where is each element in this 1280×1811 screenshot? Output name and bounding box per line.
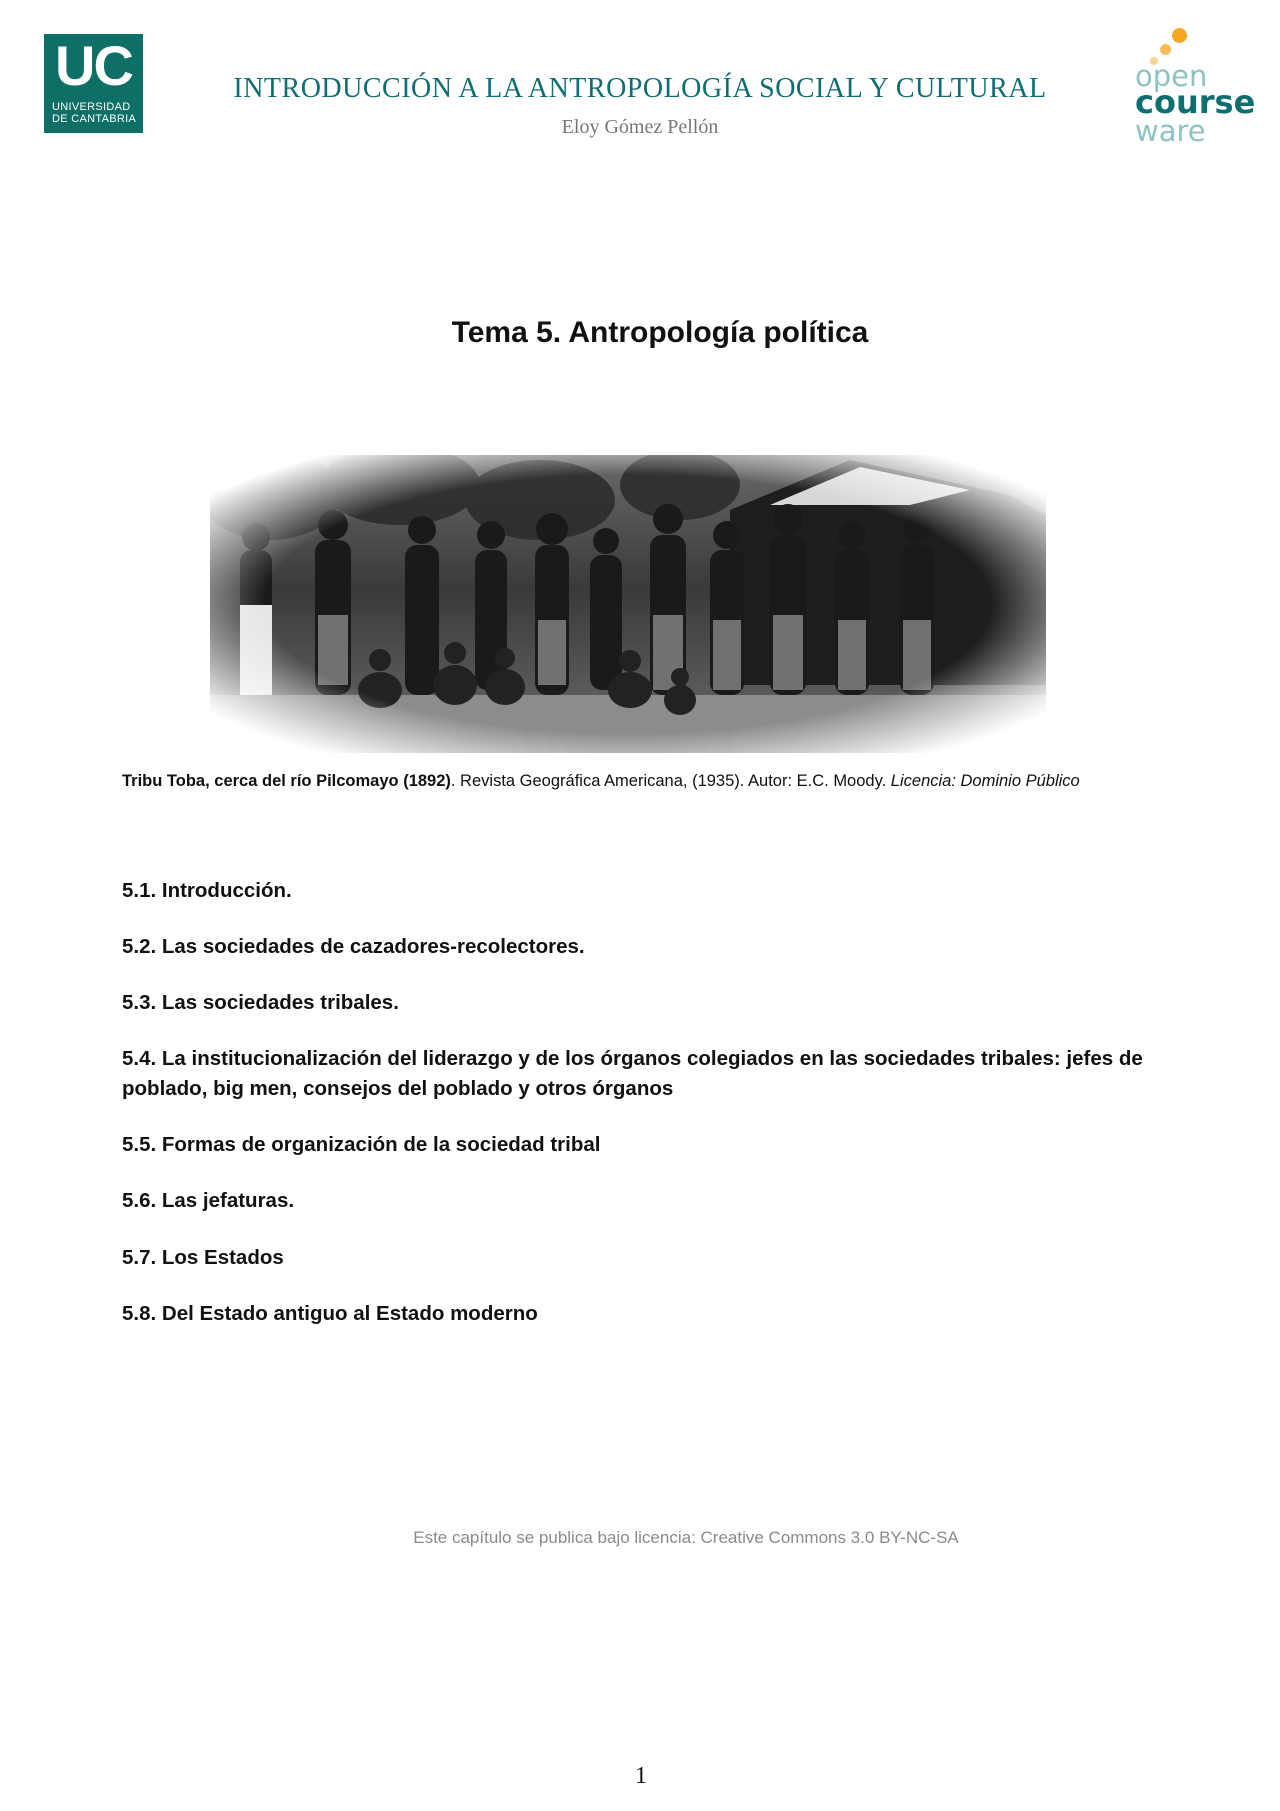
toc-item: 5.8. Del Estado antiguo al Estado moderno <box>122 1302 538 1325</box>
logo-dot-large <box>1172 28 1187 43</box>
logo-line-2: DE CANTABRIA <box>52 113 137 125</box>
toc-item: 5.2. Las sociedades de cazadores-recolectores. <box>122 935 585 958</box>
toc-item: 5.4. La institucionalización del liderazgo y de los órganos colegiados en las sociedades tribales: jefes de poblado, big men, consejos del poblado y otros órganos <box>122 1047 1143 1100</box>
caption-source: . Revista Geográfica Americana, (1935). Autor: E.C. Moody. <box>450 772 891 790</box>
chapter-title: Tema 5. Antropología política <box>451 316 869 349</box>
toc-item: 5.1. Introducción. <box>122 879 292 902</box>
logo-dot-medium <box>1160 44 1171 55</box>
license-note: Este capítulo se publica bajo licencia: Creative Commons 3.0 BY-NC-SA <box>413 1528 959 1547</box>
logo-word-course: course <box>1135 83 1256 121</box>
university-logo <box>44 34 143 133</box>
photo-caption <box>122 772 1202 791</box>
toc-item: 5.3. Las sociedades tribales. <box>122 991 399 1014</box>
course-author: Eloy Gómez Pellón <box>561 116 719 138</box>
logo-line-1: UNIVERSIDAD <box>52 101 131 113</box>
logo-letters: UC <box>55 34 132 97</box>
page-number: 1 <box>635 1763 647 1789</box>
toc-item: 5.6. Las jefaturas. <box>122 1189 295 1212</box>
logo-word-ware: ware <box>1135 114 1206 148</box>
caption-license: Licencia: Dominio Público <box>890 772 1080 790</box>
caption-title: Tribu Toba, cerca del río Pilcomayo (1892) <box>122 772 451 790</box>
logo-word-open: open <box>1135 59 1208 93</box>
toc-item: 5.5. Formas de organización de la sociedad tribal <box>122 1133 601 1156</box>
toc-item: 5.7. Los Estados <box>122 1246 284 1269</box>
opencourseware-logo <box>1120 22 1260 152</box>
tribe-photo <box>210 455 1046 753</box>
course-title: INTRODUCCIÓN A LA ANTROPOLOGÍA SOCIAL Y CULTURAL <box>233 73 1047 104</box>
